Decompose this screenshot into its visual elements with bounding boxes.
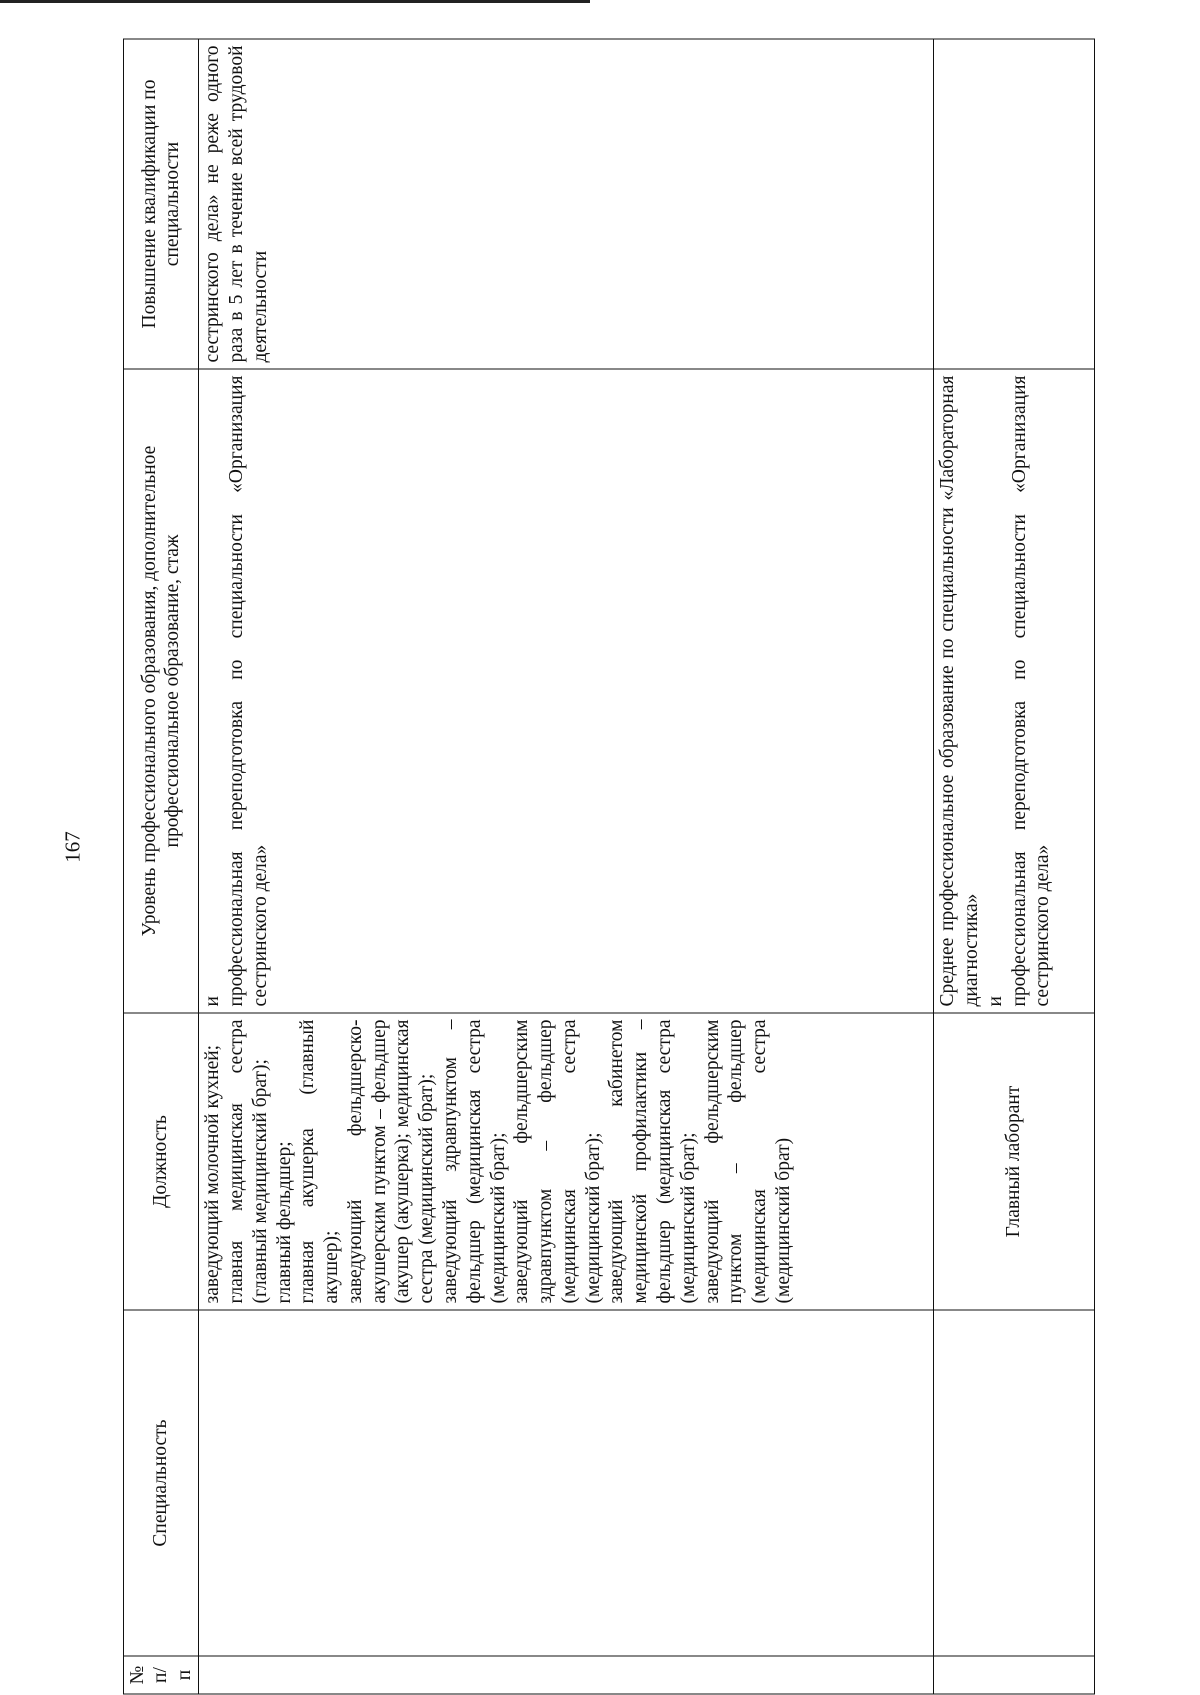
header-education: Уровень профессионального образования, дополнительное профессиональное образование, стаж xyxy=(124,369,199,1013)
header-row xyxy=(124,39,199,1694)
cell-qualification: сестринского дела» не реже одного раза в 5 лет в течение всей трудовой деятельности xyxy=(199,39,934,369)
header-qualification: Повышение квалификации по специальности xyxy=(124,39,199,369)
table-row xyxy=(199,39,934,1694)
education-line: профессиональная переподготовка по специальности «Организация сестринского дела» xyxy=(1008,375,1054,1007)
position-item: заведующий кабинетом медицинской профилактики – фельдшер (медицинская сестра (медицинский брат); xyxy=(606,1019,699,1304)
education-line: профессиональная переподготовка по специальности «Организация сестринского дела» xyxy=(225,375,271,1007)
position-item: Главный лаборант xyxy=(1003,1085,1025,1238)
cell-education xyxy=(934,369,1095,1013)
cell-num xyxy=(199,1656,934,1694)
position-item: заведующий молочной кухней; xyxy=(202,1044,224,1304)
cell-position xyxy=(199,1013,934,1310)
rotated-table-wrapper xyxy=(123,40,1083,1695)
scan-edge-line xyxy=(0,0,590,3)
page-number: 167 xyxy=(60,831,85,863)
qualification-table xyxy=(123,39,1095,1695)
cell-qualification xyxy=(934,39,1095,369)
cell-education xyxy=(199,369,934,1013)
cell-specialty xyxy=(934,1310,1095,1656)
education-line: Среднее профессиональное образование по специальности «Лабораторная диагностика» xyxy=(937,375,982,1007)
header-num: № п/п xyxy=(124,1656,199,1694)
position-item: заведующий здравпунктом – фельдшер (медицинская сестра (медицинский брат); xyxy=(439,1019,509,1304)
cell-specialty xyxy=(199,1310,934,1656)
header-specialty: Специальность xyxy=(124,1310,199,1656)
position-item: заведующий фельдшерским здравпунктом – фельдшер (медицинская сестра (медицинский брат); xyxy=(511,1019,604,1304)
position-item: главная акушерка (главный акушер); xyxy=(297,1019,343,1304)
position-item: главный фельдшер; xyxy=(273,1141,295,1304)
position-item: заведующий фельдшерским пунктом – фельдшер (медицинская сестра (медицинский брат) xyxy=(701,1019,794,1304)
education-line: и xyxy=(202,996,224,1007)
table-row xyxy=(934,39,1095,1694)
header-position: Должность xyxy=(124,1013,199,1310)
position-item: главная медицинская сестра (главный медицинский брат); xyxy=(225,1019,271,1304)
position-item: заведующий фельдшерско-акушерским пунктом – фельдшер (акушер (акушерка); медицинская сестра (медицинский брат); xyxy=(344,1019,438,1304)
education-line: и xyxy=(984,996,1006,1007)
cell-position xyxy=(934,1013,1095,1310)
cell-num xyxy=(934,1656,1095,1694)
